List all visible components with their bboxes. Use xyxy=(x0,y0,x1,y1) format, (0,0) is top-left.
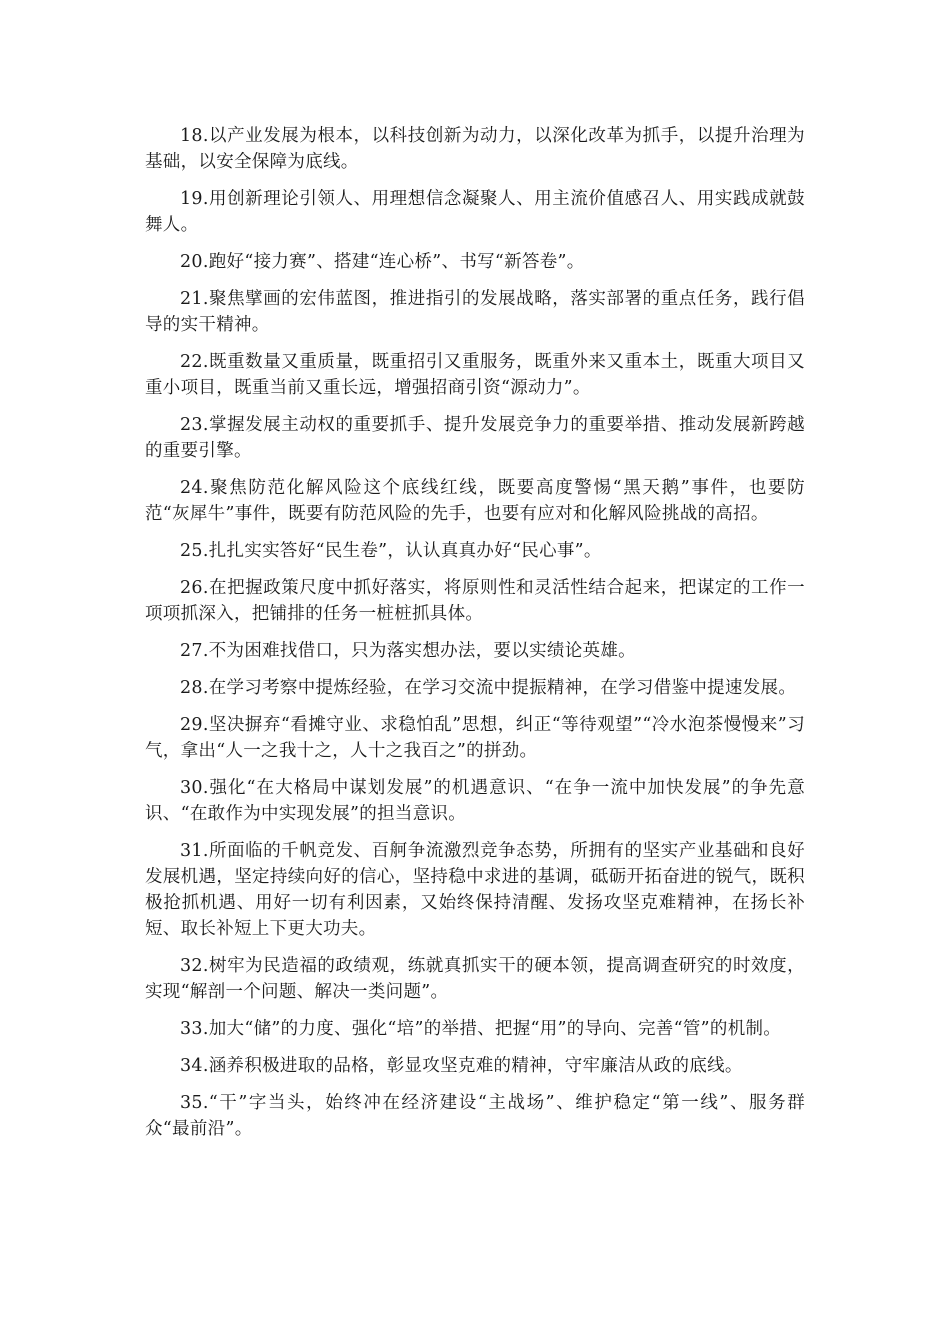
paragraph-33: 33.加大“储”的力度、强化“培”的举措、把握“用”的导向、完善“管”的机制。 xyxy=(180,1019,782,1039)
paragraph-35: 35.“干”字当头，始终冲在经济建设“主战场”、维护稳定“第一线”、服务群众“最前沿”。 xyxy=(145,1093,805,1139)
paragraph-24: 24.聚焦防范化解风险这个底线红线，既要高度警惕“黑天鹅”事件，也要防范“灰犀牛”事件，既要有防范风险的先手，也要有应对和化解风险挑战的高招。 xyxy=(145,478,805,524)
paragraph-32: 32.树牢为民造福的政绩观，练就真抓实干的硬本领，提高调查研究的时效度，实现“解剖一个问题、解决一类问题”。 xyxy=(145,956,805,1002)
paragraph-31: 31.所面临的千帆竞发、百舸争流激烈竞争态势，所拥有的坚实产业基础和良好发展机遇，坚定持续向好的信心，坚持稳中求进的基调，砥砺开拓奋进的锐气，既积极抢抓机遇、用好一切有利因素，又始终保持清醒、发扬攻坚克难精神，在扬长补短、取长补短上下更大功夫。 xyxy=(145,841,805,939)
paragraph-27: 27.不为困难找借口，只为落实想办法，要以实绩论英雄。 xyxy=(180,641,636,661)
paragraph-18: 18.以产业发展为根本，以科技创新为动力，以深化改革为抓手，以提升治理为基础，以安全保障为底线。 xyxy=(145,126,805,172)
paragraph-19: 19.用创新理论引领人、用理想信念凝聚人、用主流价值感召人、用实践成就鼓舞人。 xyxy=(145,189,805,235)
paragraph-22: 22.既重数量又重质量，既重招引又重服务，既重外来又重本土，既重大项目又重小项目，既重当前又重长远，增强招商引资“源动力”。 xyxy=(145,352,805,398)
paragraph-34: 34.涵养积极进取的品格，彰显攻坚克难的精神，守牢廉洁从政的底线。 xyxy=(180,1056,743,1076)
paragraph-21: 21.聚焦擘画的宏伟蓝图，推进指引的发展战略，落实部署的重点任务，践行倡导的实干精神。 xyxy=(145,289,805,335)
paragraph-30: 30.强化“在大格局中谋划发展”的机遇意识、“在争一流中加快发展”的争先意识、“在敢作为中实现发展”的担当意识。 xyxy=(145,778,805,824)
paragraph-23: 23.掌握发展主动权的重要抓手、提升发展竞争力的重要举措、推动发展新跨越的重要引擎。 xyxy=(145,415,805,461)
paragraph-28: 28.在学习考察中提炼经验，在学习交流中提振精神，在学习借鉴中提速发展。 xyxy=(180,678,797,698)
paragraph-26: 26.在把握政策尺度中抓好落实，将原则性和灵活性结合起来，把谋定的工作一项项抓深入，把铺排的任务一桩桩抓具体。 xyxy=(145,578,805,624)
paragraph-20: 20.跑好“接力赛”、搭建“连心桥”、书写“新答卷”。 xyxy=(180,252,585,272)
paragraph-25: 25.扎扎实实答好“民生卷”，认认真真办好“民心事”。 xyxy=(180,541,602,561)
paragraph-29: 29.坚决摒弃“看摊守业、求稳怕乱”思想，纠正“等待观望”“冷水泡茶慢慢来”习气，拿出“人一之我十之，人十之我百之”的拼劲。 xyxy=(145,715,805,761)
document-body xyxy=(145,123,805,1153)
